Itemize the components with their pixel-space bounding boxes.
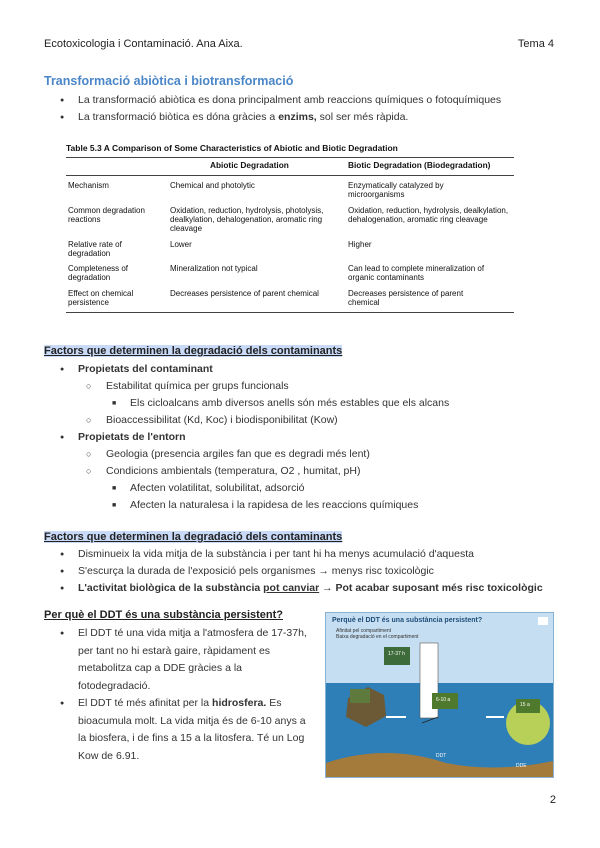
soil-label: 15 a: [520, 702, 530, 708]
row-abiotic: Chemical and photolytic: [170, 181, 255, 190]
ddt-slide-image: [325, 612, 554, 778]
row-abiotic: Mineralization not typical: [170, 264, 258, 273]
ddt-label: DDT: [436, 753, 447, 759]
list-item: ● El DDT té una vida mitja a l'atmosfera de 17-37h, per tant no hi estarà gaire, ràpidament es metabolitza cap a DDE gràcies a la fotodegradació.: [44, 625, 316, 695]
row-abiotic: Oxidation, reduction, hydrolysis, photolysis, dealkylation, dehalogenation, aromatic ring cleavage: [170, 206, 324, 233]
section3-list: [44, 546, 574, 597]
dde-label: DDE: [516, 763, 527, 769]
list-item: ● S'escurça la durada de l'exposició pels organismes → menys risc toxicològic: [44, 563, 574, 580]
list-item: ○ Bioaccessibilitat (Kd, Koc) i biodisponibilitat (Kow): [44, 412, 564, 429]
slide-bullet: Baixa degradació en el compartiment: [336, 634, 419, 640]
section-heading-ddt: Per què el DDT és una substància persistent?: [44, 609, 284, 621]
tema-label: Tema 4: [517, 38, 554, 50]
col-header-biotic: Biotic Degradation (Biodegradation): [348, 160, 491, 170]
list-item: ○ Condicions ambientals (temperatura, O2 , humitat, pH): [44, 463, 564, 480]
list-item: ■ Els cicloalcans amb diversos anells són més estables que els alcans: [44, 395, 564, 412]
section1-list: [44, 92, 564, 126]
row-label: Completeness of degradation: [68, 264, 129, 282]
water-label: 6-10 a: [436, 697, 451, 703]
col-header-abiotic: Abiotic Degradation: [210, 160, 289, 170]
section2-list: [44, 361, 564, 514]
row-label: Relative rate of degradation: [68, 240, 122, 258]
list-item: ■ Afecten volatilitat, solubilitat, adsorció: [44, 480, 564, 497]
row-biotic: Oxidation, reduction, hydrolysis, dealkylation, dehalogenation, aromatic ring cleavage: [348, 206, 509, 224]
row-biotic: Can lead to complete mineralization of organic contaminants: [348, 264, 485, 282]
list-item: ● Propietats de l'entorn: [44, 429, 564, 446]
section-heading-factors-2: Factors que determinen la degradació dels contaminants: [44, 531, 343, 543]
page-number: 2: [549, 794, 556, 806]
row-label: Common degradation reactions: [68, 206, 145, 224]
comparison-table-image: [66, 143, 514, 313]
section-heading-factors-1: Factors que determinen la degradació dels contaminants: [44, 345, 343, 357]
list-item: ○ Geologia (presencia argiles fan que es degradi més lent): [44, 446, 564, 463]
section-heading-transformacio: Transformació abiòtica i biotransformació: [44, 74, 294, 88]
list-item: ○ Estabilitat química per grups funcionals: [44, 378, 564, 395]
atmosphere-label: 17-37 h: [388, 651, 405, 657]
section4-list: [44, 625, 316, 765]
slide-title: Perquè el DDT és una substància persistent?: [332, 617, 483, 624]
row-label: Effect on chemical persistence: [68, 289, 134, 307]
row-abiotic: Decreases persistence of parent chemical: [170, 289, 319, 298]
list-item: ● Disminueix la vida mitja de la substància i per tant hi ha menys acumulació d'aquesta: [44, 546, 574, 563]
table-rule: [66, 157, 514, 158]
table-rule: [66, 175, 514, 176]
row-label: Mechanism: [68, 181, 109, 190]
document-title: Ecotoxicologia i Contaminació. Ana Aixa.: [44, 38, 243, 50]
list-item: ● La transformació biòtica es dóna gràcies a enzims, sol ser més ràpida.: [44, 109, 564, 126]
slide-bullet: Afinitat pel compartiment: [336, 628, 392, 634]
row-biotic: Decreases persistence of parent chemical: [348, 289, 464, 307]
row-biotic: Enzymatically catalyzed by microorganisms: [348, 181, 444, 199]
table-rule: [66, 312, 514, 313]
list-item: ■ Afecten la naturalesa i la rapidesa de les reaccions químiques: [44, 497, 564, 514]
list-item: ● El DDT té més afinitat per la hidrosfera. Es bioacumula molt. La vida mitja és de 6-10 anys a la biosfera, i de fins a 15 a la litosfera. Té un Log Kow de 6.91.: [44, 695, 316, 765]
row-biotic: Higher: [348, 240, 372, 249]
table-caption: Table 5.3 A Comparison of Some Characteristics of Abiotic and Biotic Degradation: [66, 143, 398, 153]
page-header: [44, 38, 554, 50]
list-item: ● Propietats del contaminant: [44, 361, 564, 378]
list-item: ● L'activitat biològica de la substància pot canviar → Pot acabar suposant més risc toxicològic: [44, 580, 574, 597]
row-abiotic: Lower: [170, 240, 192, 249]
list-item: ● La transformació abiòtica es dona principalment amb reaccions químiques o fotoquímiques: [44, 92, 564, 109]
